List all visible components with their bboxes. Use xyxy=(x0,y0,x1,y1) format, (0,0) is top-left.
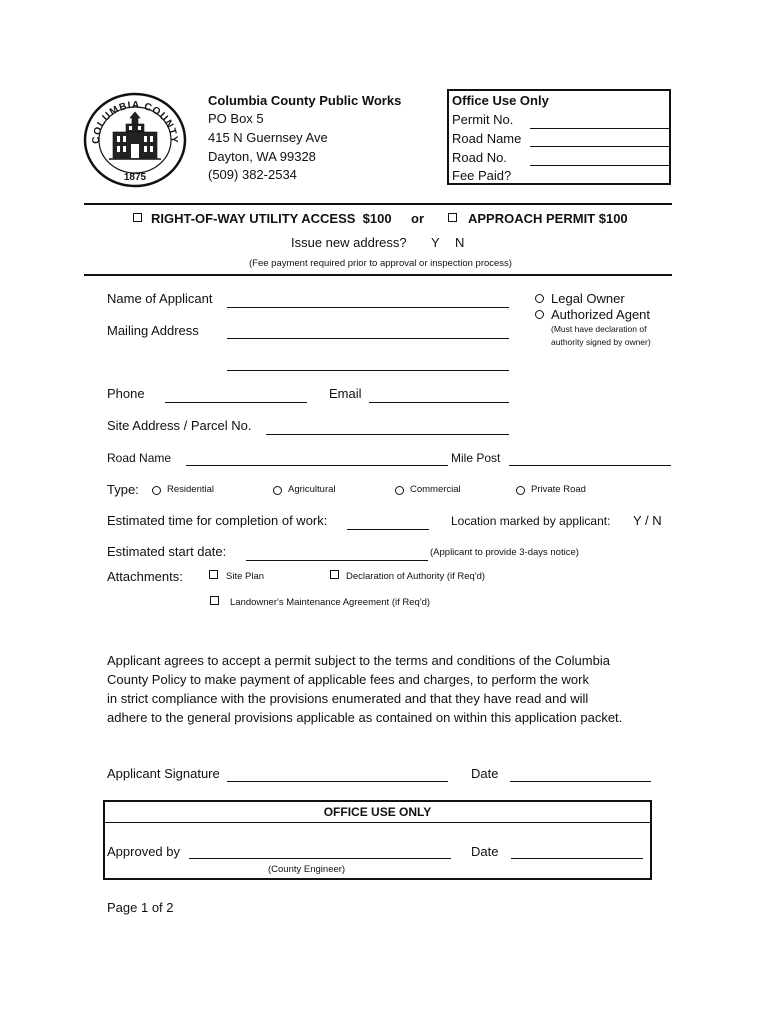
road-no-label: Road No. xyxy=(452,150,507,165)
estimated-start-field[interactable] xyxy=(246,560,428,561)
applicant-signature-label: Applicant Signature xyxy=(107,766,220,781)
road-name-office-label: Road Name xyxy=(452,131,522,146)
org-name: Columbia County Public Works xyxy=(208,93,402,108)
notice-note: (Applicant to provide 3-days notice) xyxy=(430,547,579,558)
mailing-address-field-1[interactable] xyxy=(227,338,509,339)
type-commercial-label: Commercial xyxy=(410,484,461,495)
mailing-address-field-2[interactable] xyxy=(227,370,509,371)
site-plan-checkbox[interactable] xyxy=(209,570,218,579)
type-residential-label: Residential xyxy=(167,484,214,495)
right-of-way-checkbox[interactable] xyxy=(133,213,142,222)
signature-date-field[interactable] xyxy=(510,781,651,782)
mile-post-field[interactable] xyxy=(509,465,671,466)
po-box: PO Box 5 xyxy=(208,111,264,126)
city-state-zip: Dayton, WA 99328 xyxy=(208,149,316,164)
permit-no-field[interactable] xyxy=(530,128,671,129)
road-name-label: Road Name xyxy=(107,451,172,465)
office-use-divider xyxy=(105,822,650,823)
email-label: Email xyxy=(329,386,362,401)
agreement-line-3: in strict compliance with the provisions enumerated and that they have read and will xyxy=(107,691,589,706)
phone-number: (509) 382-2534 xyxy=(208,167,297,182)
agreement-line-2: County Policy to make payment of applicable fees and charges, to perform the work xyxy=(107,672,589,687)
type-residential-radio[interactable] xyxy=(152,486,161,495)
site-address-label: Site Address / Parcel No. xyxy=(107,418,252,433)
authorized-agent-label: Authorized Agent xyxy=(551,307,651,322)
type-agricultural-label: Agricultural xyxy=(288,484,336,495)
permit-no-label: Permit No. xyxy=(452,112,514,127)
phone-field[interactable] xyxy=(165,402,307,403)
type-label: Type: xyxy=(107,482,139,497)
mile-post-label: Mile Post xyxy=(451,451,501,465)
divider-top xyxy=(84,203,672,205)
divider-middle xyxy=(84,274,672,276)
approved-by-label: Approved by xyxy=(107,844,180,859)
fee-note: (Fee payment required prior to approval or inspection process) xyxy=(249,258,512,269)
issue-new-address-label: Issue new address? xyxy=(291,235,407,250)
county-engineer-note: (County Engineer) xyxy=(268,864,346,875)
office-use-title: Office Use Only xyxy=(452,93,549,108)
name-of-applicant-label: Name of Applicant xyxy=(107,291,213,306)
attachments-label: Attachments: xyxy=(107,569,183,584)
estimated-time-field[interactable] xyxy=(347,529,429,530)
issue-address-no[interactable]: N xyxy=(455,235,465,250)
name-of-applicant-field[interactable] xyxy=(227,307,509,308)
landowner-agreement-label: Landowner's Maintenance Agreement (if Req'd) xyxy=(230,597,431,608)
applicant-signature-field[interactable] xyxy=(227,781,448,782)
agreement-line-4: adhere to the general provisions applicable as contained on within this application packet. xyxy=(107,710,623,725)
site-address-field[interactable] xyxy=(266,434,509,435)
office-use-only-box xyxy=(447,89,671,185)
signature-date-label: Date xyxy=(471,766,499,781)
phone-label: Phone xyxy=(107,386,145,401)
estimated-start-label: Estimated start date: xyxy=(107,544,227,559)
mailing-address-label: Mailing Address xyxy=(107,323,199,338)
approved-date-field[interactable] xyxy=(511,858,643,859)
declaration-checkbox[interactable] xyxy=(330,570,339,579)
road-name-field[interactable] xyxy=(186,465,448,466)
email-field[interactable] xyxy=(369,402,509,403)
landowner-agreement-checkbox[interactable] xyxy=(210,596,219,605)
road-no-field[interactable] xyxy=(530,165,671,166)
declaration-label: Declaration of Authority (if Req'd) xyxy=(346,571,486,582)
fee-paid-label: Fee Paid? xyxy=(452,168,512,183)
approved-date-label: Date xyxy=(471,844,499,859)
agent-note-line-2: authority signed by owner) xyxy=(551,337,651,347)
approach-permit-checkbox[interactable] xyxy=(448,213,457,222)
estimated-time-label: Estimated time for completion of work: xyxy=(107,513,328,528)
right-of-way-label: RIGHT-OF-WAY UTILITY ACCESS $100 xyxy=(151,211,392,226)
site-plan-label: Site Plan xyxy=(226,571,265,582)
seal-top-text: COLUMBIA COUNTY xyxy=(90,99,180,145)
street-address: 415 N Guernsey Ave xyxy=(208,130,328,145)
office-use-only-section xyxy=(103,800,652,880)
location-marked-label: Location marked by applicant: xyxy=(451,514,611,528)
office-use-only-title: OFFICE USE ONLY xyxy=(323,805,432,819)
seal-year: 1875 xyxy=(123,172,147,183)
approach-permit-label: APPROACH PERMIT $100 xyxy=(468,211,628,226)
type-agricultural-radio[interactable] xyxy=(273,486,282,495)
county-seal-logo xyxy=(83,92,187,188)
or-label: or xyxy=(411,211,424,226)
approved-by-field[interactable] xyxy=(189,858,451,859)
legal-owner-radio[interactable] xyxy=(535,294,544,303)
location-marked-yn[interactable]: Y / N xyxy=(633,513,662,528)
road-name-office-field[interactable] xyxy=(530,146,671,147)
authorized-agent-radio[interactable] xyxy=(535,310,544,319)
type-commercial-radio[interactable] xyxy=(395,486,404,495)
page-number: Page 1 of 2 xyxy=(107,900,174,915)
legal-owner-label: Legal Owner xyxy=(551,291,625,306)
agreement-line-1: Applicant agrees to accept a permit subject to the terms and conditions of the Columbia xyxy=(107,653,610,668)
issue-address-yes[interactable]: Y xyxy=(431,235,440,250)
type-private-road-radio[interactable] xyxy=(516,486,525,495)
agent-note-line-1: (Must have declaration of xyxy=(551,324,647,334)
type-private-road-label: Private Road xyxy=(531,484,586,495)
